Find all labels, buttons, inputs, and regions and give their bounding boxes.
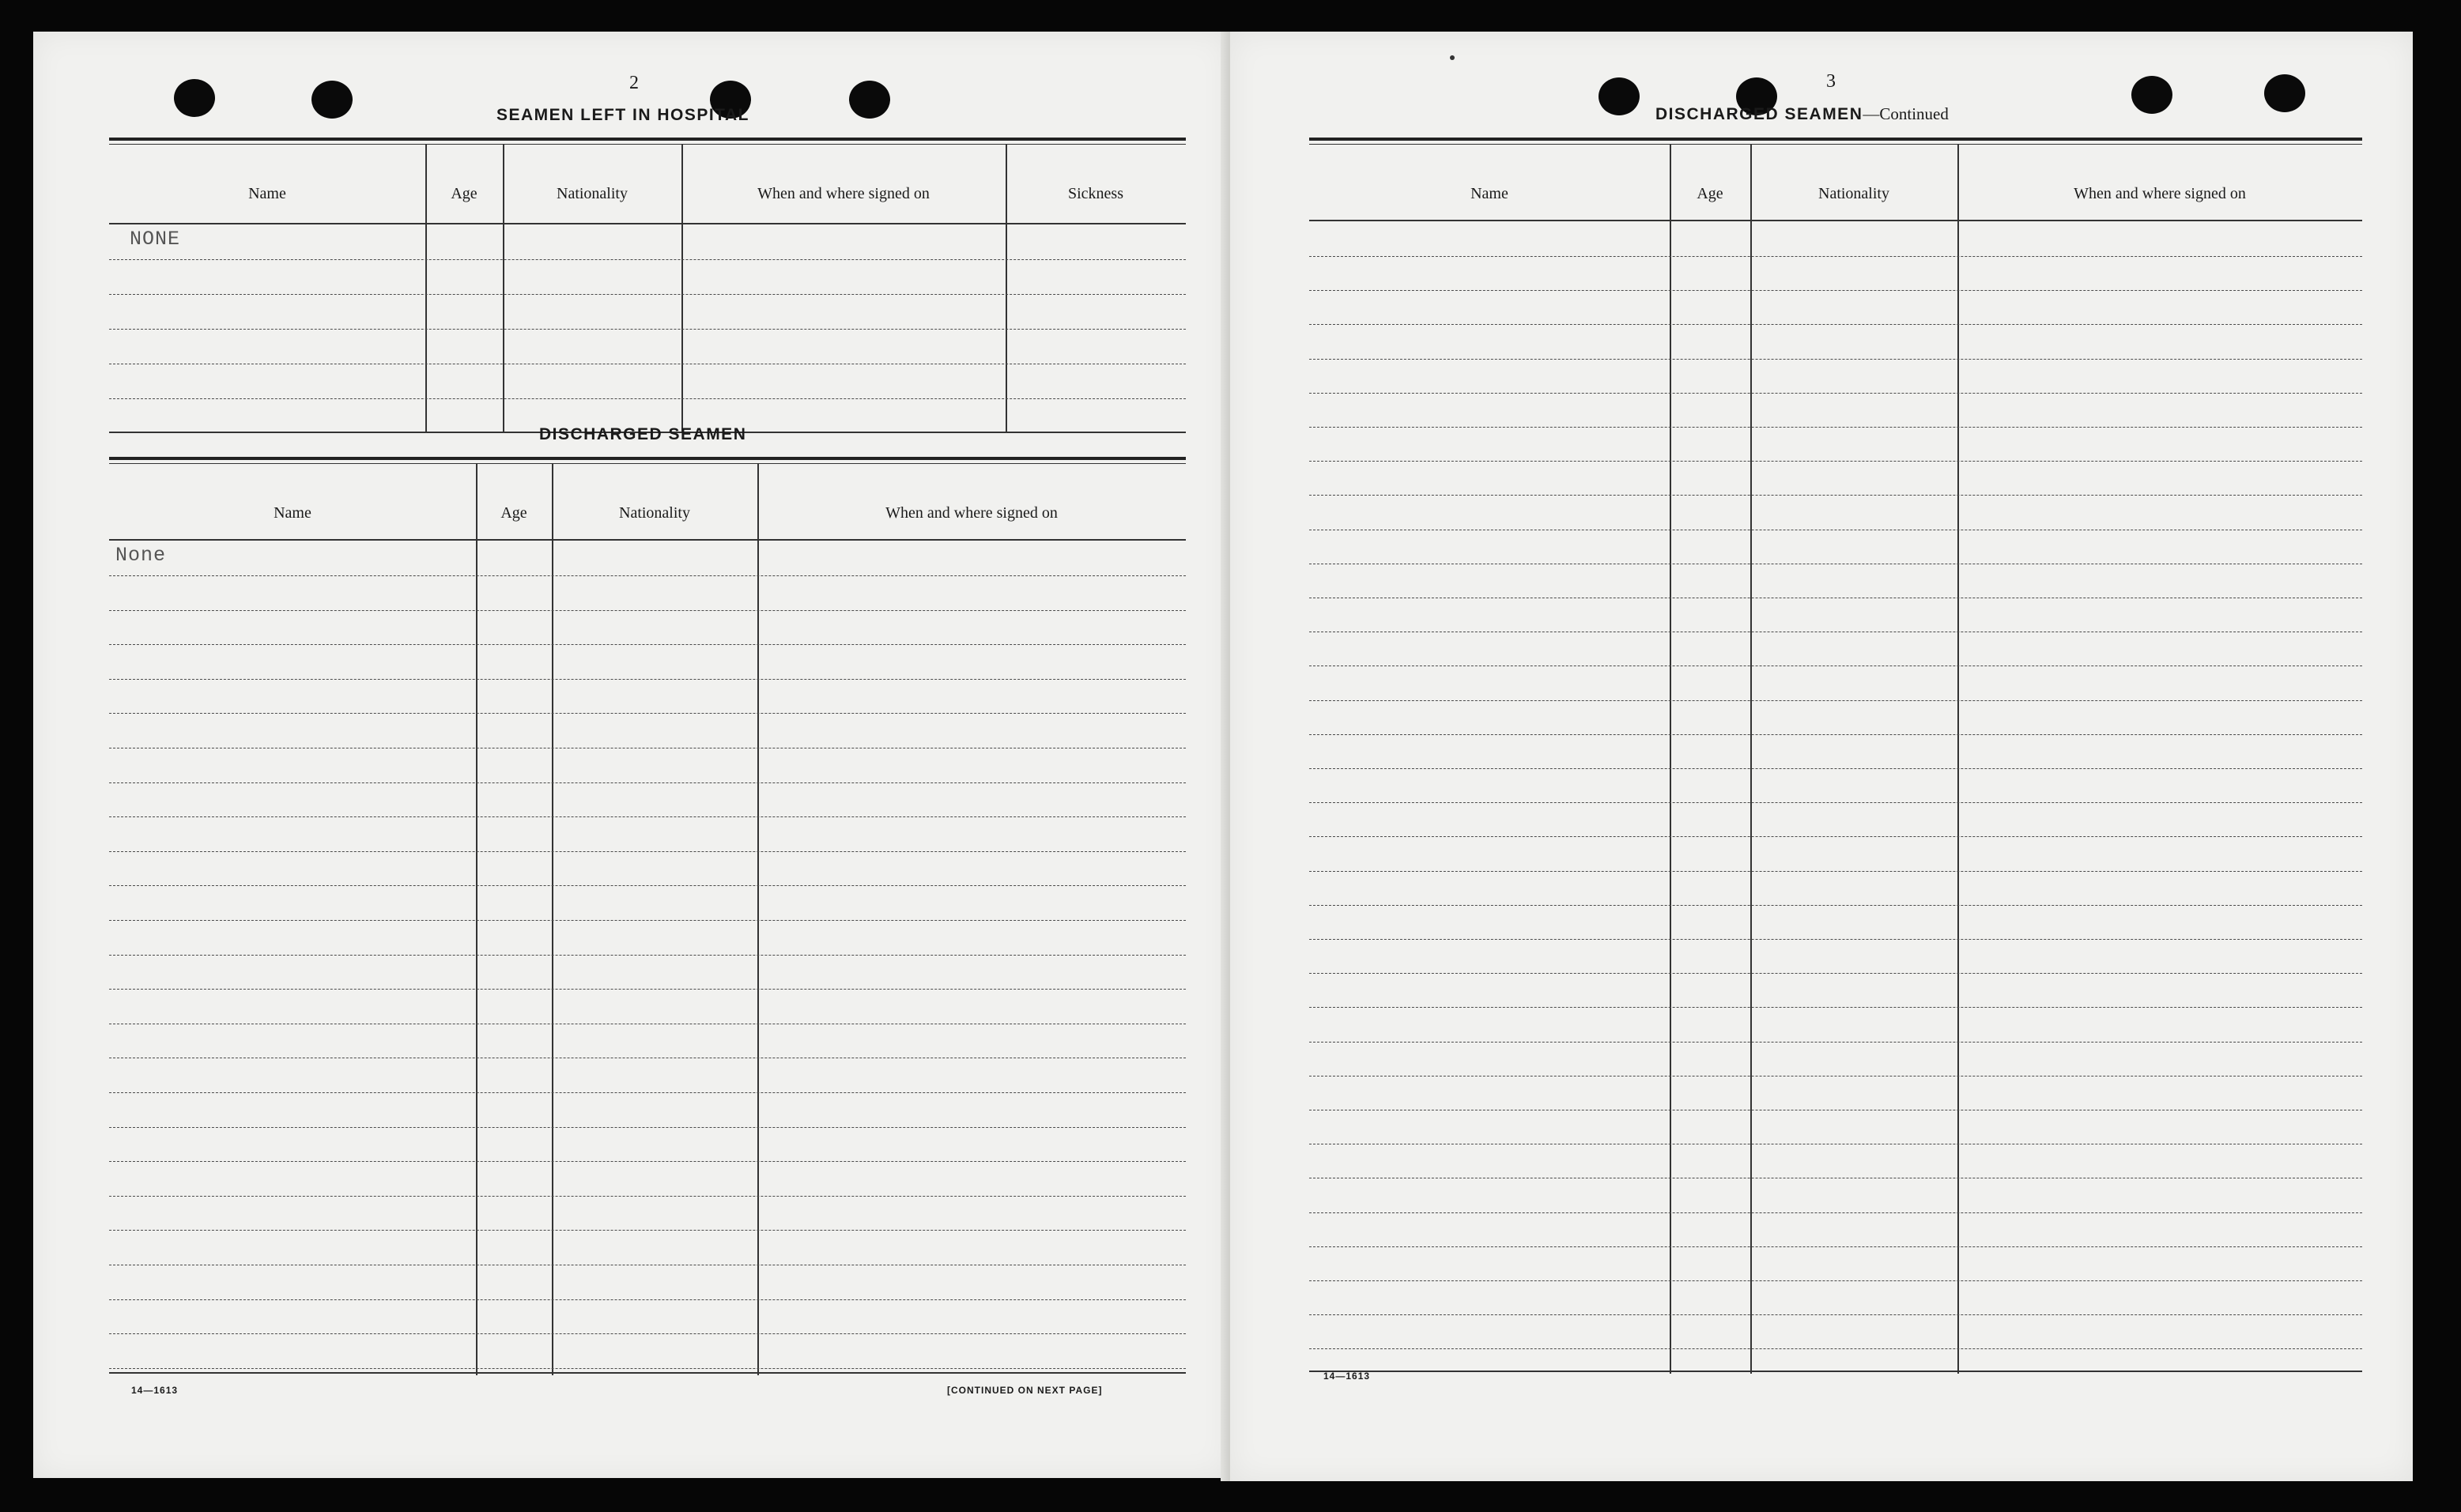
row-line bbox=[109, 644, 1186, 645]
row-line bbox=[109, 1230, 1186, 1231]
discharged-continued-title bbox=[1655, 104, 1949, 124]
table-rule bbox=[1309, 144, 2362, 145]
row-line bbox=[1309, 393, 2362, 394]
row-line bbox=[109, 885, 1186, 886]
bottom-rule bbox=[109, 1372, 1186, 1374]
row-line bbox=[1309, 1314, 2362, 1315]
column-header-signed-on: When and where signed on bbox=[757, 185, 930, 202]
row-line bbox=[109, 782, 1186, 783]
hospital-section-title: SEAMEN LEFT IN HOSPITAL bbox=[496, 106, 749, 124]
row-line bbox=[1309, 871, 2362, 872]
row-line bbox=[109, 575, 1186, 576]
row-line bbox=[109, 398, 1186, 399]
row-line bbox=[1309, 495, 2362, 496]
row-line bbox=[1309, 734, 2362, 735]
row-line bbox=[109, 816, 1186, 817]
column-divider bbox=[503, 144, 504, 433]
column-header-age: Age bbox=[500, 504, 527, 522]
column-divider bbox=[681, 144, 683, 433]
row-line bbox=[1309, 1042, 2362, 1043]
row-line bbox=[109, 920, 1186, 921]
column-header-age: Age bbox=[1697, 185, 1723, 202]
column-divider bbox=[1957, 144, 1959, 1374]
row-line bbox=[109, 851, 1186, 852]
table-rule bbox=[1309, 138, 2362, 141]
discharged-continued-table bbox=[1309, 138, 2362, 1402]
column-divider bbox=[425, 144, 427, 433]
row-line bbox=[1309, 802, 2362, 803]
punch-hole bbox=[2264, 74, 2305, 112]
header-rule bbox=[109, 539, 1186, 541]
column-header-nationality: Nationality bbox=[619, 504, 690, 522]
row-line bbox=[1309, 359, 2362, 360]
page-number: 2 bbox=[629, 73, 639, 93]
ink-speck bbox=[1450, 55, 1455, 60]
left-page bbox=[33, 32, 1229, 1478]
row-line bbox=[109, 1196, 1186, 1197]
hospital-table bbox=[109, 138, 1186, 438]
punch-hole bbox=[849, 81, 890, 119]
row-line bbox=[1309, 1212, 2362, 1213]
row-line bbox=[1309, 768, 2362, 769]
row-line bbox=[1309, 427, 2362, 428]
column-header-nationality: Nationality bbox=[1818, 185, 1889, 202]
bottom-rule bbox=[1309, 1371, 2362, 1372]
row-line bbox=[1309, 256, 2362, 257]
column-divider bbox=[1750, 144, 1752, 1374]
column-header-signed-on: When and where signed on bbox=[885, 504, 1058, 522]
row-line bbox=[1309, 700, 2362, 701]
row-line bbox=[109, 294, 1186, 295]
row-line bbox=[109, 1368, 1186, 1369]
row-line bbox=[1309, 973, 2362, 974]
hospital-entry: NONE bbox=[130, 228, 181, 251]
row-line bbox=[109, 1127, 1186, 1128]
row-line bbox=[1309, 836, 2362, 837]
table-rule bbox=[109, 463, 1186, 464]
row-line bbox=[1309, 1246, 2362, 1247]
row-line bbox=[109, 1333, 1186, 1334]
column-header-name: Name bbox=[248, 185, 286, 202]
header-rule bbox=[109, 223, 1186, 224]
row-line bbox=[109, 259, 1186, 260]
column-divider bbox=[1006, 144, 1007, 433]
page-number: 3 bbox=[1826, 71, 1836, 92]
row-line bbox=[109, 955, 1186, 956]
row-line bbox=[109, 610, 1186, 611]
title-main: DISCHARGED SEAMEN bbox=[1655, 105, 1863, 123]
row-line bbox=[1309, 1007, 2362, 1008]
punch-hole bbox=[1599, 77, 1640, 115]
punch-hole bbox=[311, 81, 353, 119]
row-line bbox=[1309, 290, 2362, 291]
column-header-name: Name bbox=[274, 504, 311, 522]
row-line bbox=[109, 1092, 1186, 1093]
row-line bbox=[109, 989, 1186, 990]
column-divider bbox=[1670, 144, 1671, 1374]
header-rule bbox=[1309, 220, 2362, 221]
column-header-nationality: Nationality bbox=[557, 185, 628, 202]
discharged-entry: None bbox=[115, 544, 167, 567]
column-header-age: Age bbox=[451, 185, 477, 202]
table-rule bbox=[109, 138, 1186, 141]
row-line bbox=[1309, 324, 2362, 325]
punch-hole bbox=[174, 79, 215, 117]
column-header-sickness: Sickness bbox=[1068, 185, 1123, 202]
row-line bbox=[109, 679, 1186, 680]
row-line bbox=[109, 713, 1186, 714]
form-number: 14—1613 bbox=[131, 1385, 179, 1396]
column-divider bbox=[476, 463, 477, 1375]
continued-note: [CONTINUED ON NEXT PAGE] bbox=[947, 1385, 1103, 1396]
discharged-table bbox=[109, 457, 1186, 1405]
row-line bbox=[1309, 905, 2362, 906]
table-rule bbox=[109, 457, 1186, 460]
punch-hole bbox=[2131, 76, 2172, 114]
column-header-signed-on: When and where signed on bbox=[2074, 185, 2246, 202]
title-suffix: —Continued bbox=[1863, 104, 1949, 123]
column-divider bbox=[552, 463, 553, 1375]
row-line bbox=[109, 1299, 1186, 1300]
row-line bbox=[1309, 939, 2362, 940]
right-page bbox=[1230, 32, 2413, 1481]
row-line bbox=[1309, 1348, 2362, 1349]
row-line bbox=[109, 1161, 1186, 1162]
discharged-section-title: DISCHARGED SEAMEN bbox=[539, 425, 747, 443]
row-line bbox=[1309, 461, 2362, 462]
row-line bbox=[1309, 1280, 2362, 1281]
row-line bbox=[109, 329, 1186, 330]
column-header-name: Name bbox=[1470, 185, 1508, 202]
form-number: 14—1613 bbox=[1323, 1371, 1371, 1382]
column-divider bbox=[757, 463, 759, 1375]
table-rule bbox=[109, 144, 1186, 145]
